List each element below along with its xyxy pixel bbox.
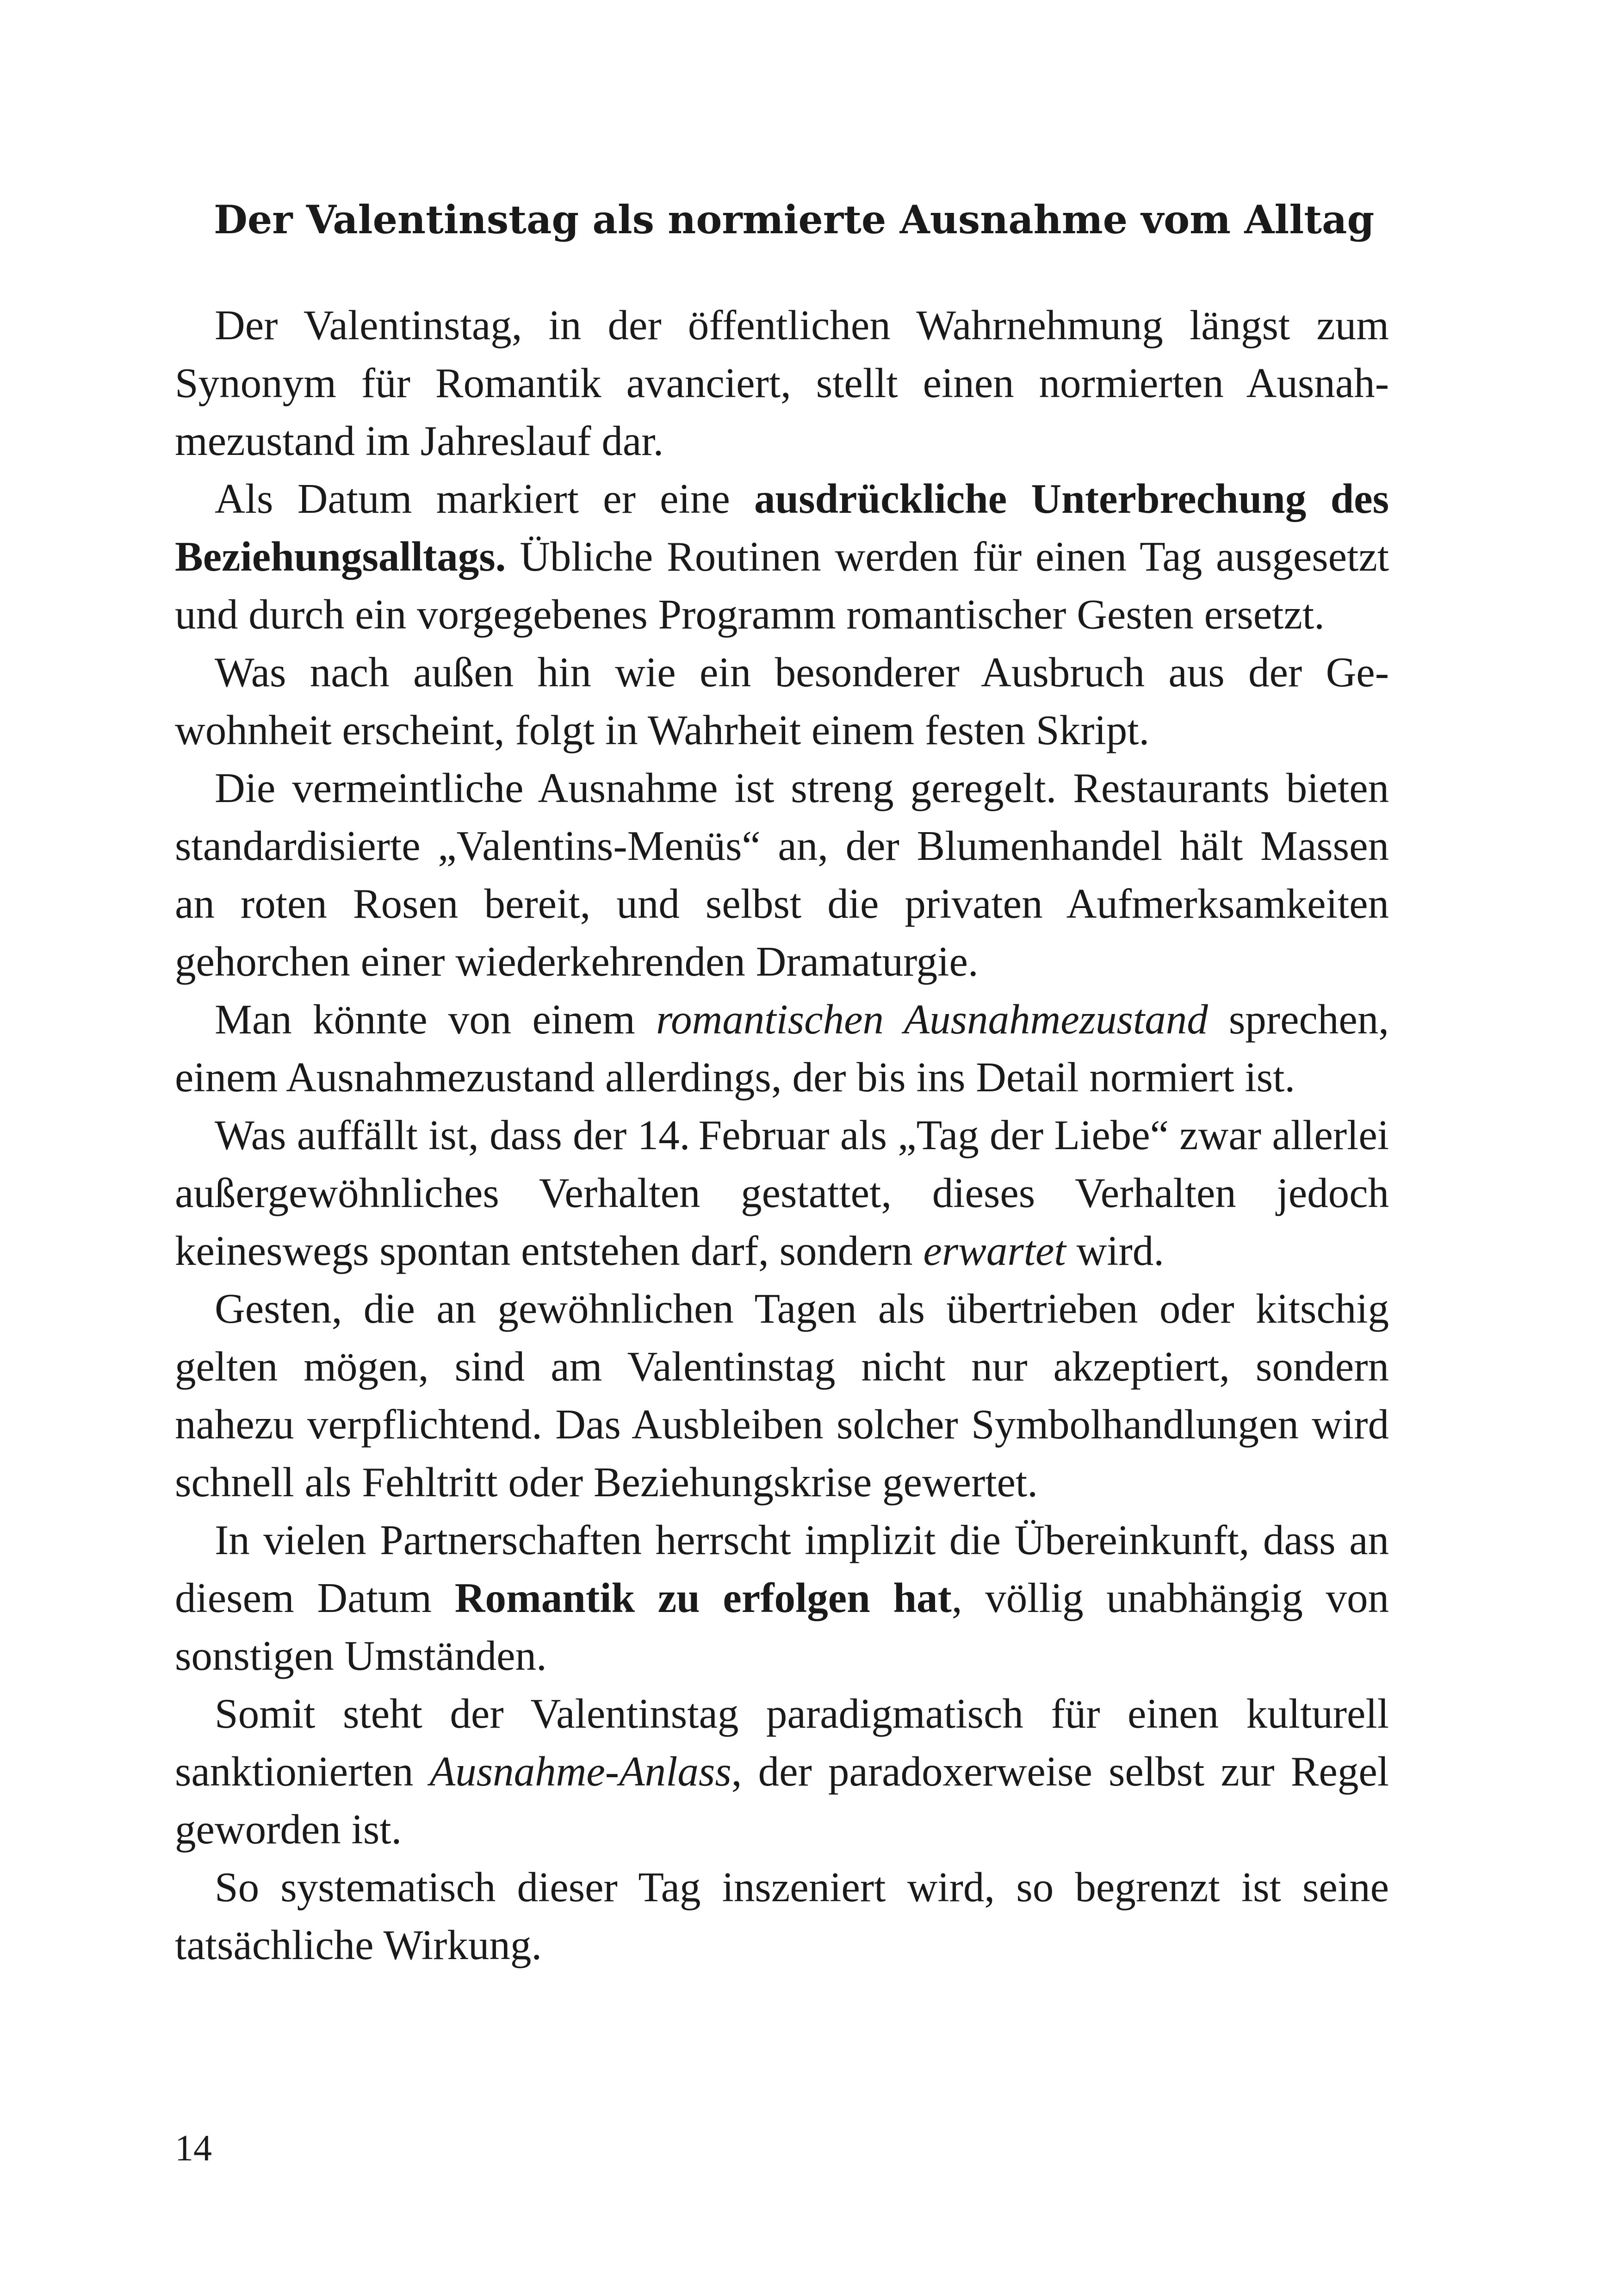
paragraph: [175, 1511, 1389, 1685]
text-run: , völlig unabhängig von sonstigen Umständen.: [175, 1574, 1389, 1679]
text-run: sprechen, einem Ausnahmezustand allerdings, der bis ins Detail normiert ist.: [175, 996, 1389, 1101]
text-run: So systematisch dieser Tag inszeniert wird, so begrenzt ist seine tatsächliche Wirkung.: [175, 1864, 1389, 1968]
paragraph: [175, 759, 1389, 990]
bold-emphasis: Romantik zu erfolgen hat: [454, 1574, 952, 1621]
paragraph: [175, 296, 1389, 470]
text-run: Man könnte von einem: [215, 996, 656, 1043]
section-heading: Der Valentinstag als normierte Ausnahme vom Alltag: [214, 197, 1375, 243]
body-text: [175, 296, 1389, 1974]
paragraph: [175, 470, 1389, 643]
paragraph: [175, 1858, 1389, 1974]
italic-emphasis: Ausnahme-Anlass: [429, 1748, 732, 1795]
italic-emphasis: erwartet: [923, 1227, 1066, 1274]
text-run: Gesten, die an gewöhnlichen Tagen als übertrieben oder kitschig gelten mögen, sind am Valentinstag nicht nur akzeptiert, sondern nahezu verpflichtend. Das Ausbleiben solcher Symbolhandlungen wird schnell als Fehltritt oder Beziehungskrise gewertet.: [175, 1285, 1389, 1506]
paragraph: [175, 1106, 1389, 1280]
text-run: Was auffällt ist, dass der 14. Februar als „Tag der Liebe“ zwar allerlei außergewöhnliches Verhalten gestattet, dieses Verhalten jedoch keineswegs spontan entstehen darf, sondern: [175, 1112, 1389, 1274]
paragraph: [175, 990, 1389, 1106]
page-number: 14: [175, 2128, 212, 2169]
text-run: Als Datum markiert er eine: [215, 475, 755, 522]
text-run: Die vermeintliche Ausnahme ist streng geregelt. Restaurants bieten standardisierte „Valentins-Menüs“ an, der Blumenhandel hält Massen an roten Rosen bereit, und selbst die privaten Aufmerksamkeiten gehorchen einer wiederkehrenden Dramaturgie.: [175, 765, 1389, 985]
paragraph: [175, 1280, 1389, 1511]
paragraph: [175, 1685, 1389, 1858]
text-run: Der Valentinstag, in der öffentlichen Wahrnehmung längst zum Synonym für Romantik avanciert, stellt einen normierten Ausnahmezustand im Jahreslauf dar.: [175, 302, 1389, 464]
text-run: Was nach außen hin wie ein besonderer Ausbruch aus der Gewohnheit erscheint, folgt in Wahrheit einem festen Skript.: [175, 649, 1389, 753]
paragraph: [175, 643, 1389, 759]
text-run: Somit steht der Valentinstag paradigmatisch für einen kulturell sanktionierten: [175, 1690, 1389, 1795]
text-run: Übliche Routinen werden für einen Tag ausgesetzt und durch ein vorgegebenes Programm romantischer Gesten ersetzt.: [175, 533, 1389, 638]
bold-emphasis: ausdrückliche Unterbrechung des Beziehungsalltags.: [175, 475, 1389, 580]
text-run: wird.: [1066, 1227, 1165, 1274]
italic-emphasis: romantischen Ausnahmezustand: [656, 996, 1208, 1043]
text-run: In vielen Partnerschaften herrscht implizit die Übereinkunft, dass an diesem Datum: [175, 1517, 1389, 1621]
text-run: , der paradoxerweise selbst zur Regel geworden ist.: [175, 1748, 1389, 1853]
